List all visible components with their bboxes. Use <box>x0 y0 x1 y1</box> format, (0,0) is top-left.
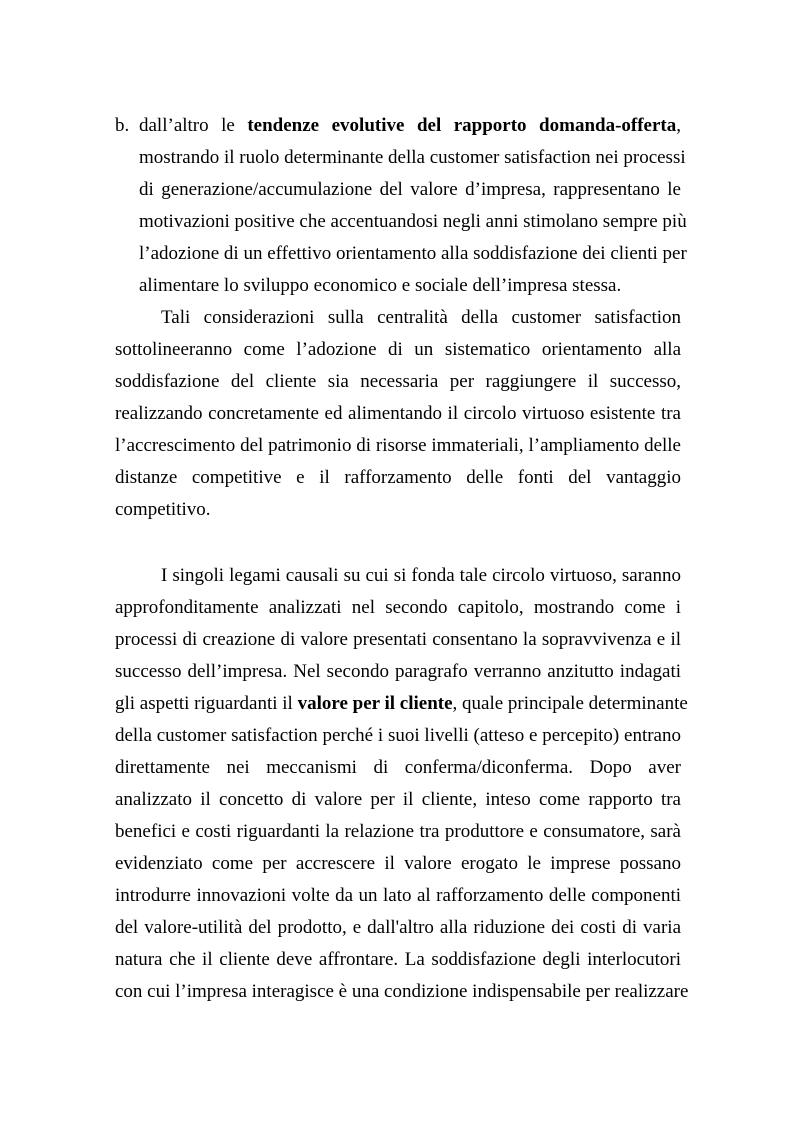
text-line: soddisfazione del cliente sia necessaria per raggiungere il successo, <box>115 371 681 392</box>
text-line: alimentare lo sviluppo economico e sociale dell’impresa stessa. <box>139 275 622 296</box>
text-line: distanze competitive e il rafforzamento delle fonti del vantaggio <box>115 467 681 488</box>
bold-term: tendenze evolutive del rapporto domanda-offerta <box>247 115 677 136</box>
text-line: introdurre innovazioni volte da un lato al rafforzamento delle componenti <box>115 885 681 906</box>
text-line: natura che il cliente deve affrontare. La soddisfazione degli interlocutori <box>115 949 681 970</box>
text-line: del valore-utilità del prodotto, e dall'altro alla riduzione dei costi di varia <box>115 917 681 938</box>
list-item-marker: b. <box>115 115 130 136</box>
text-line: gli aspetti riguardanti il valore per il cliente, quale principale determinante <box>115 693 688 714</box>
text-line: mostrando il ruolo determinante della customer satisfaction nei processi <box>139 147 686 168</box>
bold-term: valore per il cliente <box>297 693 453 714</box>
text-line: sottolineeranno come l’adozione di un sistematico orientamento alla <box>115 339 681 360</box>
text-line: processi di creazione di valore presentati consentano la sopravvivenza e il <box>115 629 681 650</box>
text-line: analizzato il concetto di valore per il cliente, inteso come rapporto tra <box>115 789 681 810</box>
text-line: successo dell’impresa. Nel secondo paragrafo verranno anzitutto indagati <box>115 661 681 682</box>
text-line: approfonditamente analizzati nel secondo capitolo, mostrando come i <box>115 597 681 618</box>
text-line: di generazione/accumulazione del valore d’impresa, rappresentano le <box>139 179 681 200</box>
text-line: con cui l’impresa interagisce è una condizione indispensabile per realizzare <box>115 981 689 1002</box>
text-line: competitivo. <box>115 499 211 520</box>
text-line: l’adozione di un effettivo orientamento alla soddisfazione dei clienti per <box>139 243 687 264</box>
text-line: motivazioni positive che accentuandosi negli anni stimolano sempre più <box>139 211 687 232</box>
text-line: benefici e costi riguardanti la relazione tra produttore e consumatore, sarà <box>115 821 681 842</box>
text-line: realizzando concretamente ed alimentando il circolo virtuoso esistente tra <box>115 403 681 424</box>
text-line: direttamente nei meccanismi di conferma/diconferma. Dopo aver <box>115 757 681 778</box>
text-line: della customer satisfaction perché i suoi livelli (atteso e percepito) entrano <box>115 725 681 746</box>
text-line: l’accrescimento del patrimonio di risorse immateriali, l’ampliamento delle <box>115 435 681 456</box>
text-line: I singoli legami causali su cui si fonda tale circolo virtuoso, saranno <box>161 565 681 586</box>
text-line: Tali considerazioni sulla centralità della customer satisfaction <box>161 307 681 328</box>
text-line: evidenziato come per accrescere il valore erogato le imprese possano <box>115 853 681 874</box>
text-line: dall’altro le tendenze evolutive del rapporto domanda-offerta, <box>139 115 681 136</box>
